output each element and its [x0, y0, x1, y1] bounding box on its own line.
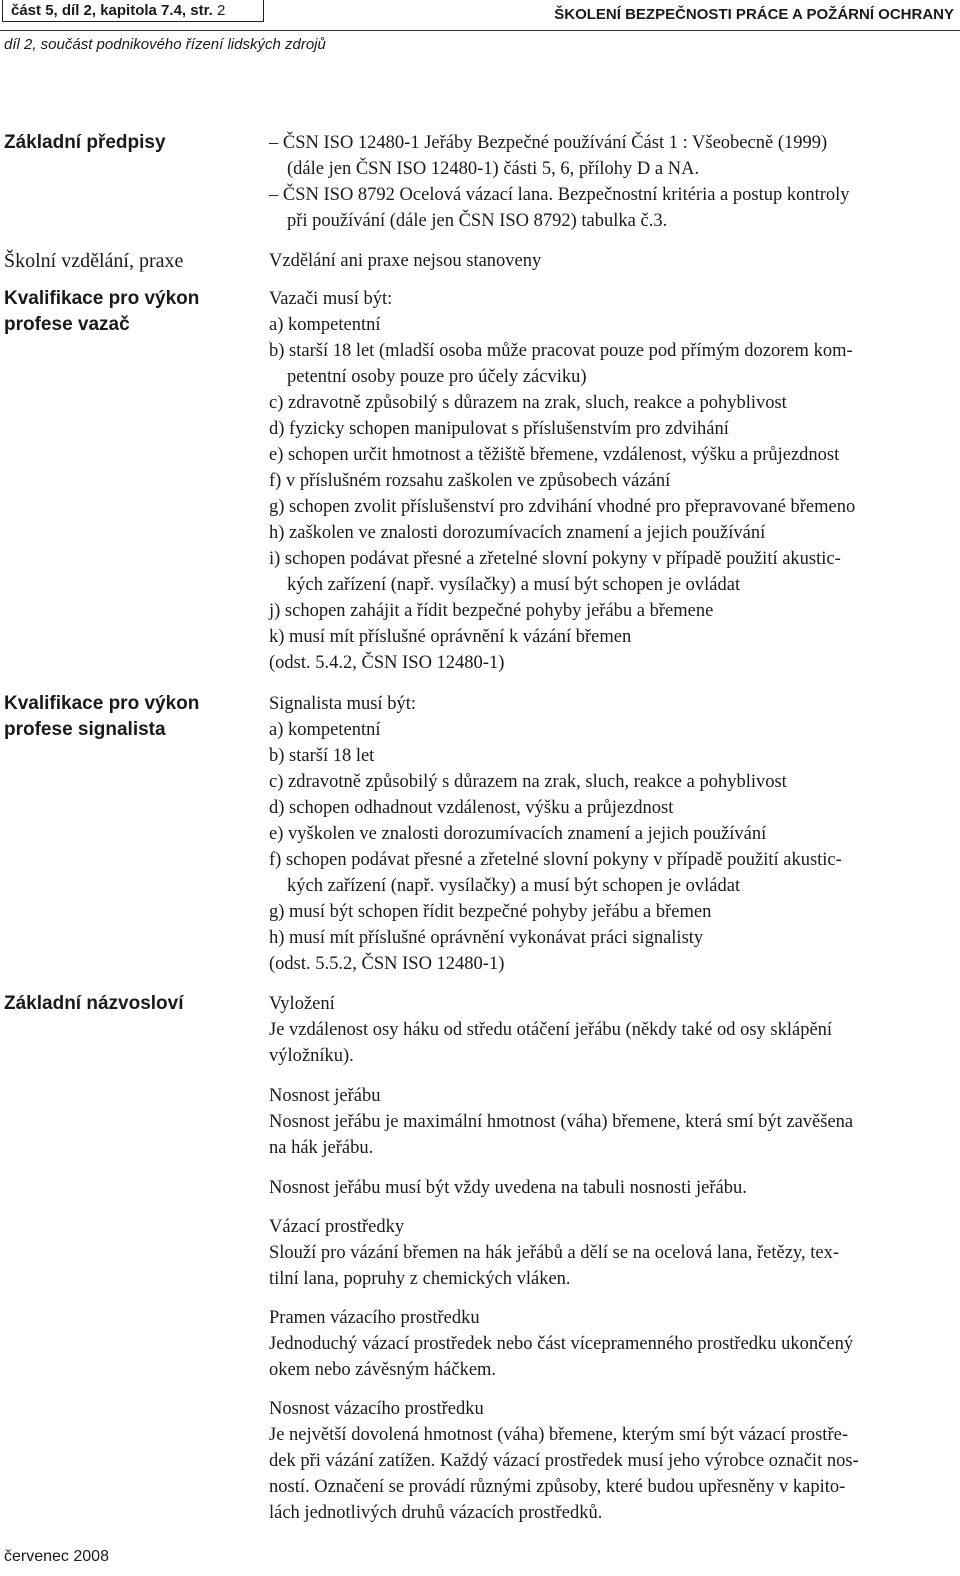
- predpis-line: – ČSN ISO 8792 Ocelová vázací lana. Bezpečnostní kritéria a postup kontroly: [269, 185, 850, 205]
- term-title: Nosnost vázacího prostředku: [269, 1399, 484, 1419]
- vazac-item: kých zařízení (např. vysílačky) a musí být schopen je ovládat: [287, 575, 741, 595]
- term-title: Vyložení: [269, 994, 335, 1014]
- term-nosnost-jerabu: [269, 1083, 955, 1161]
- section-reference-box: [2, 0, 264, 22]
- page-number: 2: [216, 2, 226, 19]
- label-zakladni-predpisy: Základní předpisy: [4, 132, 166, 153]
- term-nosnost-prostredku: [269, 1396, 955, 1526]
- term-title: Pramen vázacího prostředku: [269, 1308, 480, 1328]
- label-skolni-vzdelani: Školní vzdělání, praxe: [4, 250, 184, 272]
- label-kvalifikace-vazac-line2: profese vazač: [4, 314, 130, 335]
- signalista-item: c) zdravotně způsobilý s důrazem na zrak, sluch, reakce a pohyblivost: [269, 772, 787, 792]
- term-text: tilní lana, popruhy z chemických vláken.: [269, 1269, 571, 1289]
- signalista-item: h) musí mít příslušné oprávnění vykonávat práci signalisty: [269, 928, 704, 948]
- signalista-item: a) kompetentní: [269, 720, 381, 740]
- signalista-item: e) vyškolen ve znalosti dorozumívacích znamení a jejich používání: [269, 824, 767, 844]
- term-text: Slouží pro vázání břemen na hák jeřábů a dělí se na ocelová lana, řetězy, tex-: [269, 1243, 839, 1263]
- label-kvalifikace-vazac-line1: Kvalifikace pro výkon: [4, 288, 200, 309]
- predpis-line: (dále jen ČSN ISO 12480-1) části 5, 6, přílohy D a NA.: [287, 159, 700, 179]
- term-text: výložníku).: [269, 1046, 354, 1066]
- vazac-item: i) schopen podávat přesné a zřetelné slovní pokyny v případě použití akustic-: [269, 549, 841, 569]
- vazac-item: c) zdravotně způsobilý s důrazem na zrak, sluch, reakce a pohyblivost: [269, 393, 787, 413]
- signalista-item: d) schopen odhadnout vzdálenost, výšku a průjezdnost: [269, 798, 674, 818]
- term-text: dek při vázání zatížen. Každý vázací prostředek musí jeho výrobce označit nos-: [269, 1451, 859, 1471]
- term-title: Nosnost jeřábu: [269, 1086, 381, 1106]
- term-text: ností. Označení se provádí různými způsoby, které budou upřesněny v kapito-: [269, 1477, 846, 1497]
- signalista-item: b) starší 18 let: [269, 746, 375, 766]
- document-subtitle: díl 2, součást podnikového řízení lidských zdrojů: [4, 36, 326, 53]
- predpisy-block: [269, 130, 955, 234]
- predpis-line: při používání (dále jen ČSN ISO 8792) tabulka č.3.: [287, 211, 668, 231]
- term-text: lách jednotlivých druhů vázacích prostředků.: [269, 1503, 603, 1523]
- term-vazaci-prostredky: [269, 1214, 955, 1292]
- vazac-item: b) starší 18 let (mladší osoba může pracovat pouze pod přímým dozorem kom-: [269, 341, 853, 361]
- signalista-item: g) musí být schopen řídit bezpečné pohyby jeřábu a břemen: [269, 902, 712, 922]
- vazac-block: [269, 286, 955, 676]
- vazac-item: a) kompetentní: [269, 315, 381, 335]
- label-kvalifikace-signalista-line2: profese signalista: [4, 719, 166, 740]
- term-text: na hák jeřábu.: [269, 1138, 374, 1158]
- vazac-item: k) musí mít příslušné oprávnění k vázání břemen: [269, 627, 632, 647]
- term-text: okem nebo závěsným háčkem.: [269, 1360, 497, 1380]
- predpis-line: – ČSN ISO 12480-1 Jeřáby Bezpečné používání Část 1 : Všeobecně (1999): [269, 133, 828, 153]
- term-nosnost-note: [269, 1175, 955, 1201]
- label-kvalifikace-signalista-line1: Kvalifikace pro výkon: [4, 693, 200, 714]
- header-divider: [0, 30, 960, 31]
- section-reference: část 5, díl 2, kapitola 7.4, str.: [11, 2, 213, 19]
- label-kvalifikace-signalista: [4, 691, 254, 743]
- vazac-item: petentní osoby pouze pro účely zácviku): [287, 367, 587, 387]
- vazac-item: e) schopen určit hmotnost a těžiště břemene, vzdálenost, výšku a průjezdnost: [269, 445, 840, 465]
- term-text: Nosnost jeřábu musí být vždy uvedena na tabuli nosnosti jeřábu.: [269, 1178, 747, 1198]
- signalista-item: f) schopen podávat přesné a zřetelné slovní pokyny v případě použití akustic-: [269, 850, 842, 870]
- term-text: Je největší dovolená hmotnost (váha) břemene, kterým smí být vázací prostře-: [269, 1425, 848, 1445]
- term-text: Jednoduchý vázací prostředek nebo část vícepramenného prostředku ukončený: [269, 1334, 854, 1354]
- vazac-item: d) fyzicky schopen manipulovat s příslušenstvím pro zdvihání: [269, 419, 729, 439]
- document-title: ŠKOLENÍ BEZPEČNOSTI PRÁCE A POŽÁRNÍ OCHRANY: [554, 6, 954, 23]
- term-title: Vázací prostředky: [269, 1217, 405, 1237]
- signalista-intro: Signalista musí být:: [269, 694, 416, 714]
- term-text: Je vzdálenost osy háku od středu otáčení jeřábu (někdy také od osy sklápění: [269, 1020, 833, 1040]
- vazac-item: f) v příslušném rozsahu zaškolen ve způsobech vázání: [269, 471, 671, 491]
- vazac-item: j) schopen zahájit a řídit bezpečné pohyby jeřábu a břemene: [269, 601, 714, 621]
- label-zakladni-nazvoslovi: Základní názvosloví: [4, 993, 184, 1014]
- vzdelani-text: Vzdělání ani praxe nejsou stanoveny: [269, 251, 542, 271]
- term-pramen: [269, 1305, 955, 1383]
- label-kvalifikace-vazac: [4, 286, 254, 338]
- vazac-reference: (odst. 5.4.2, ČSN ISO 12480-1): [269, 653, 505, 673]
- vazac-item: h) zaškolen ve znalosti dorozumívacích znamení a jejich používání: [269, 523, 766, 543]
- term-text: Nosnost jeřábu je maximální hmotnost (váha) břemene, která smí být zavěšena: [269, 1112, 854, 1132]
- signalista-reference: (odst. 5.5.2, ČSN ISO 12480-1): [269, 954, 505, 974]
- signalista-block: [269, 691, 955, 977]
- vazac-intro: Vazači musí být:: [269, 289, 393, 309]
- footer-date: červenec 2008: [4, 1548, 109, 1565]
- term-vylozeni: [269, 991, 955, 1069]
- signalista-item: kých zařízení (např. vysílačky) a musí být schopen je ovládat: [287, 876, 741, 896]
- vazac-item: g) schopen zvolit příslušenství pro zdvihání vhodné pro přepravované břemeno: [269, 497, 856, 517]
